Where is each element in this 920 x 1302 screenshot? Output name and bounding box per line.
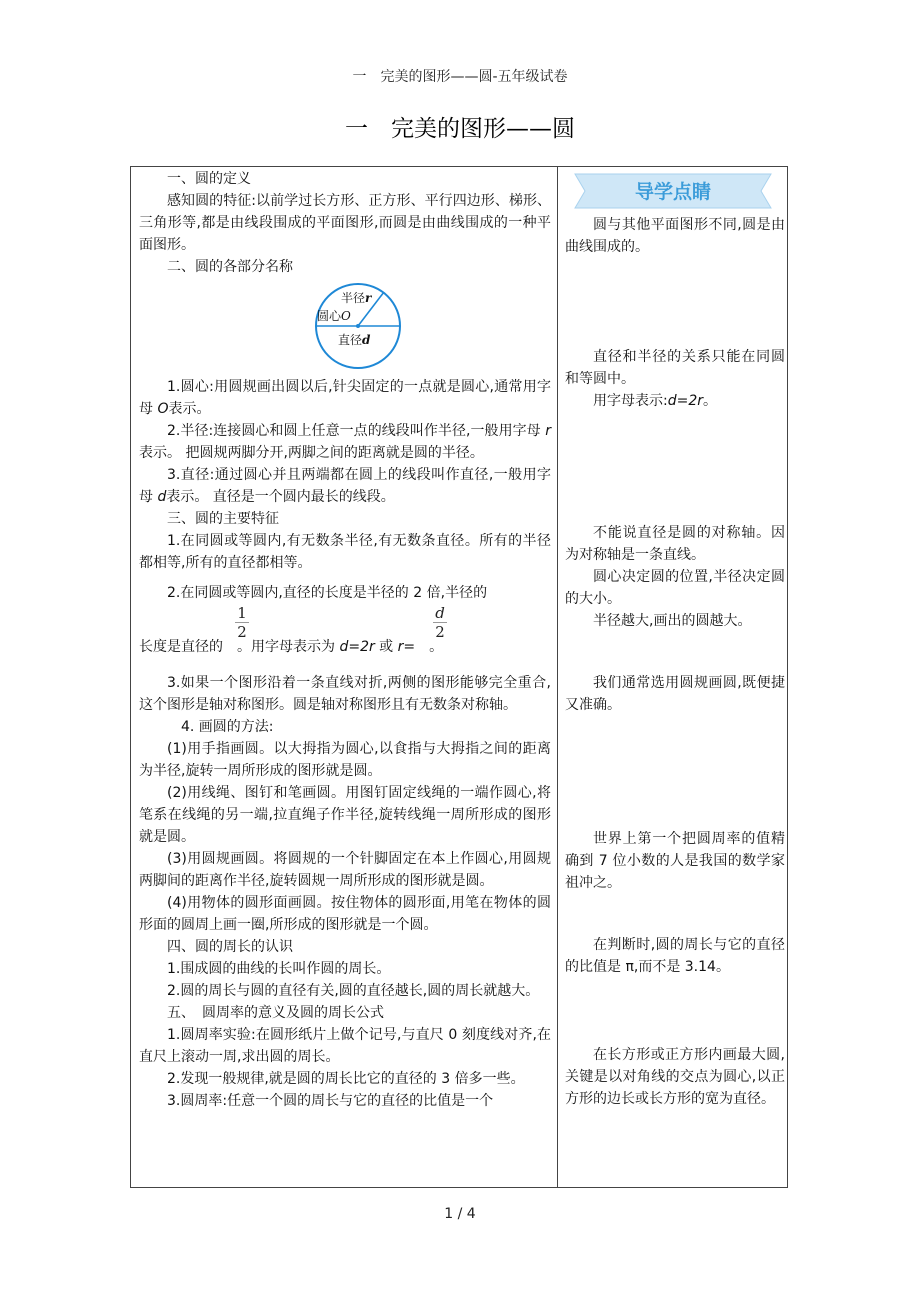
feature-2: 2.在同圆或等圆内,直径的长度是半径的 2 倍,半径的 [167,585,488,601]
note-text: 半径越大,画出的圆越大。 [593,613,752,629]
pi-1: 1.圆周率实验:在圆形纸片上做个记号,与直尺 0 刻度线对齐,在直尺上滚动一周,求出圆的周长。 [139,1027,551,1065]
radius-label: 半径r [341,291,372,305]
fraction-d-over-2: d 2 [433,604,447,641]
draw-method-3: (3)用圆规画圆。将圆规的一个针脚固定在本上作圆心,用圆规两脚间的距离作半径,旋转圆规一周所形成的图形就是圆。 [139,851,551,889]
running-header: 一 完美的图形——圆-五年级试卷 [352,69,568,85]
perimeter-2: 2.圆的周长与圆的直径有关,圆的直径越长,圆的周长就越大。 [167,983,540,999]
side-note-2 [565,346,785,412]
side-note-6 [565,934,785,978]
note-text: 圆与其他平面图形不同,圆是由曲线围成的。 [565,217,785,255]
feature-3: 3.如果一个图形沿着一条直线对折,两侧的图形能够完全重合,这个图形是轴对称图形。圆是轴对称图形且有无数条对称轴。 [139,675,551,713]
note-text: 直径和半径的关系只能在同圆和等圆中。 [565,349,785,387]
perimeter-1: 1.围成圆的曲线的长叫作圆的周长。 [167,961,391,977]
section-heading: 二、圆的各部分名称 [167,259,293,275]
side-note-7 [565,1044,785,1110]
diameter-label: 直径d [338,333,371,347]
section-heading: 三、圆的主要特征 [167,511,279,527]
main-column [139,168,551,1112]
side-note-1 [565,214,785,258]
banner-title: 导学点睛 [634,181,712,203]
circle-parts-diagram [311,282,407,370]
section-heading: 四、圆的周长的认识 [167,939,293,955]
section-heading: 五、 圆周率的意义及圆的周长公式 [167,1005,384,1021]
pi-3: 3.圆周率:任意一个圆的周长与它的直径的比值是一个 [167,1093,494,1109]
fraction-one-half: 1 2 [235,604,249,641]
item-diameter: 3.直径:通过圆心并且两端都在圆上的线段叫作直径,一般用字母 d表示。 直径是一个圆内最长的线段。 [139,467,551,505]
section-heading: 4. 画圆的方法: [181,719,274,735]
draw-method-2: (2)用线绳、图钉和笔画圆。用图钉固定线绳的一端作圆心,将笔系在线绳的另一端,拉直绳子作半径,旋转线绳一周所形成的图形就是圆。 [139,785,551,845]
note-text: 用字母表示:d=2r。 [593,393,717,409]
column-divider [557,166,558,1188]
guide-banner [569,172,777,210]
item-center: 1.圆心:用圆规画出圆以后,针尖固定的一点就是圆心,通常用字母 O表示。 [139,379,551,417]
feature-2-formula-line [139,604,551,664]
page-number: 1 / 4 [444,1206,476,1222]
center-label: 圆心O [317,309,351,323]
side-note-3 [565,522,785,632]
side-column [565,168,785,1107]
section-heading: 一、圆的定义 [167,171,251,187]
note-text: 圆心决定圆的位置,半径决定圆的大小。 [565,569,785,607]
draw-method-4: (4)用物体的圆形面画圆。按住物体的圆形面,用笔在物体的圆形面的圆周上画一圈,所形成的图形就是一个圆。 [139,895,551,933]
note-text: 我们通常选用圆规画圆,既便捷又准确。 [565,675,785,713]
note-text: 在判断时,圆的周长与它的直径的比值是 π,而不是 3.14。 [565,937,785,975]
note-text: 世界上第一个把圆周率的值精确到 7 位小数的人是我国的数学家祖冲之。 [565,831,785,891]
item-radius: 2.半径:连接圆心和圆上任意一点的线段叫作半径,一般用字母 r表示。 把圆规两脚分开,两脚之间的距离就是圆的半径。 [139,423,551,461]
draw-method-1: (1)用手指画圆。以大拇指为圆心,以食指与大拇指之间的距离为半径,旋转一周所形成的图形就是圆。 [139,741,551,779]
paragraph: 感知圆的特征:以前学过长方形、正方形、平行四边形、梯形、三角形等,都是由线段围成的平面图形,而圆是由曲线围成的一种平面图形。 [139,193,551,253]
note-text: 在长方形或正方形内画最大圆,关键是以对角线的交点为圆心,以正方形的边长或长方形的宽为直径。 [565,1047,785,1107]
formula-text: 长度是直径的 。用字母表示为 d=2r 或 r= 。 [139,639,444,655]
center-point [356,324,360,328]
note-text: 不能说直径是圆的对称轴。因为对称轴是一条直线。 [565,525,785,563]
side-note-5 [565,828,785,894]
feature-1: 1.在同圆或等圆内,有无数条半径,有无数条直径。所有的半径都相等,所有的直径都相等。 [139,533,551,571]
document-title: 一 完美的图形——圆 [345,116,575,142]
pi-2: 2.发现一般规律,就是圆的周长比它的直径的 3 倍多一些。 [167,1071,525,1087]
side-note-4 [565,672,785,716]
